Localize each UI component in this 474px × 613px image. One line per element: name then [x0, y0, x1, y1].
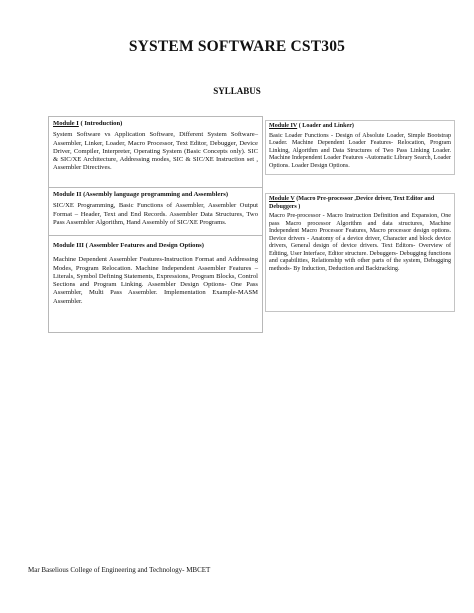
syllabus-heading: SYLLABUS — [213, 86, 261, 96]
module-1-cell — [49, 117, 262, 188]
right-syllabus-column — [265, 120, 455, 312]
module-2-heading — [53, 191, 258, 199]
module-2-description: SIC/XE Programming, Basic Functions of Assembler, Assembler Output Format – Header, Text and End Records. Assembler Data Structures, Two Pass Assembler Algorithm, Hand Assembly of SIC/XE Programs. — [53, 202, 258, 226]
module-2-topic: (Assembly language programming and Assemblers) — [83, 191, 229, 198]
module-1-topic: ( Introduction) — [80, 120, 123, 127]
module-1-label: Module I — [53, 120, 79, 127]
module-4-heading — [269, 123, 451, 131]
module-5-label: Module V — [269, 196, 295, 202]
module-5-description: Macro Pre-processor - Macro Instruction Definition and Expansion, One pass Macro processor Algorithm and data structures, Machine Independent Macro Processor Features, Macro processor design options. Device drivers - Anatomy of a device driver, Character and block device drivers, General design of device drivers. Text Editors- Overview of Editing, User Interface, Editor structure. Debuggers- Debugging functions and capabilities, Relationship with other parts of the system, Debugging methods- By Induction, Deduction and Backtracking. — [269, 213, 451, 272]
module-3-description: Machine Dependent Assembler Features-Instruction Format and Addressing Modes, Program Relocation. Machine Independent Assembler Features –Literals, Symbol Defining Statements, Expressions, Program Blocks, Control Sections and Program Linking. Assembler Design Options- One Pass Assembler, Multi Pass Assembler. Implementation Example-MASM Assembler. — [53, 256, 258, 305]
module-3-cell — [49, 236, 262, 332]
page-title: SYSTEM SOFTWARE CST305 — [128, 38, 346, 55]
left-syllabus-table — [48, 116, 263, 333]
module-3-heading — [53, 242, 258, 250]
module-3-label: Module III — [53, 242, 84, 249]
module-5-topic: (Macro Pre-processor ,Device driver, Text Editor and Debuggers ) — [269, 196, 435, 210]
module-5-cell — [265, 193, 455, 312]
module-1-heading — [53, 120, 258, 128]
module-4-label: Module IV — [269, 123, 298, 129]
module-5-heading — [269, 196, 451, 211]
module-2-label: Module II — [53, 191, 82, 198]
module-4-topic: ( Loader and Linker) — [298, 123, 354, 129]
module-3-topic: ( Assembler Features and Design Options) — [85, 242, 204, 249]
module-2-cell — [49, 188, 262, 236]
module-4-description: Basic Loader Functions - Design of Absolute Loader, Simple Bootstrap Loader. Machine Dependent Loader Features- Relocation, Program Linking, Algorithm and Data Structures of Two Pass Linking Loader. Machine Independent Loader Features -Automatic Library Search, Loader Options. Loader Design Options. — [269, 132, 451, 169]
module-4-cell — [265, 120, 455, 175]
module-1-description: System Software vs Application Software, Different System Software– Assembler, Linker, Loader, Macro Processor, Text Editor, Debugger, Device Driver, Compiler, Interpreter, Operating System (Basic Concepts only). SIC & SIC/XE Architecture, Addressing modes, SIC & SIC/XE Instruction set , Assembler Directives. — [53, 131, 258, 172]
page-footer: Mar Baselious College of Engineering and Technology- MBCET — [28, 566, 211, 574]
